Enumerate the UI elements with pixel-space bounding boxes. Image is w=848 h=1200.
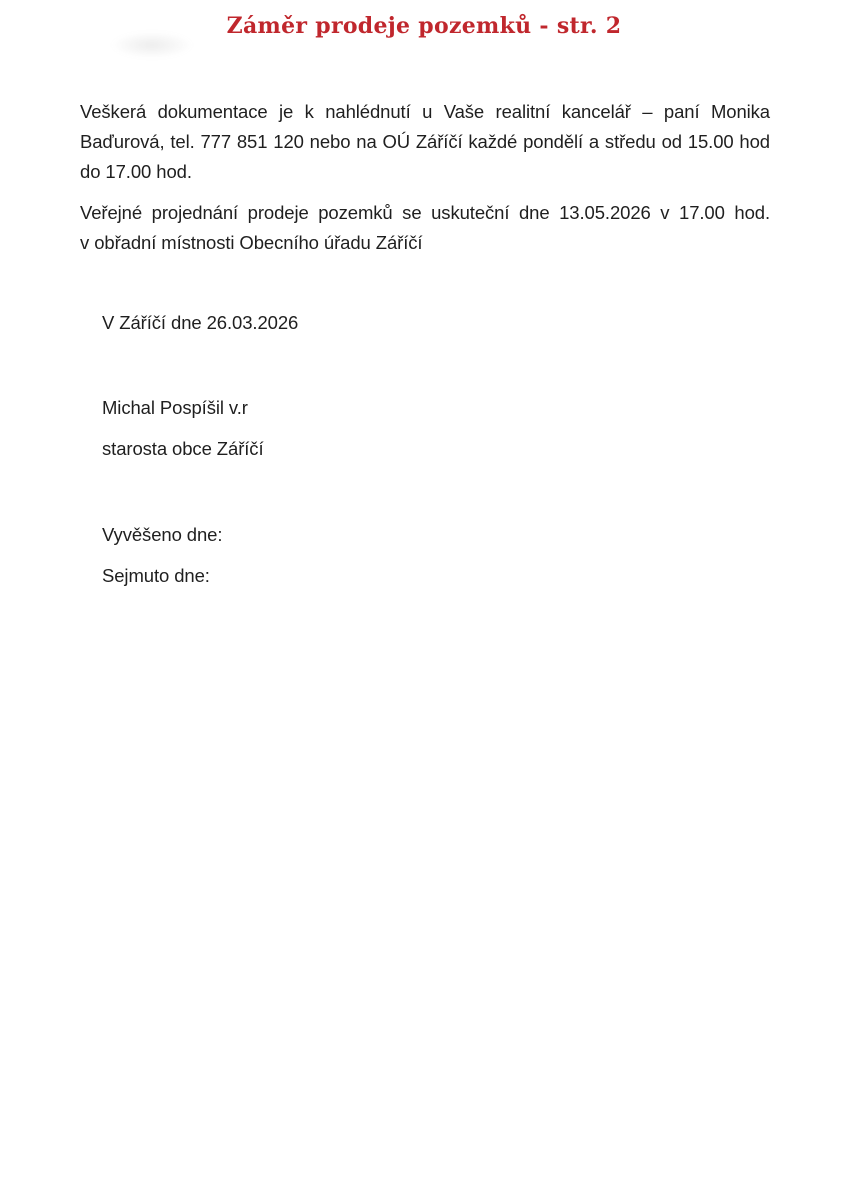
paragraph-line: Baďurová, tel. 777 851 120 nebo na OÚ Záříčí každé pondělí a středu od 15.00 hod xyxy=(80,131,770,152)
paragraph-line: do 17.00 hod. xyxy=(80,161,192,182)
paragraph-public-hearing xyxy=(80,198,770,258)
paragraph-contact-info xyxy=(80,97,770,187)
posted-date-label: Vyvěšeno dne: xyxy=(102,524,223,545)
document-title: Záměr prodeje pozemků - str. 2 xyxy=(226,13,622,39)
paragraph-line: Veškerá dokumentace je k nahlédnutí u Vaše realitní kancelář – paní Monika xyxy=(80,101,770,122)
paragraph-line: v obřadní místnosti Obecního úřadu Záříčí xyxy=(80,232,423,253)
place-date-line: V Záříčí dne 26.03.2026 xyxy=(102,312,299,333)
signatory-name: Michal Pospíšil v.r xyxy=(102,397,248,418)
removed-date-label: Sejmuto dne: xyxy=(102,565,210,586)
signatory-role: starosta obce Záříčí xyxy=(102,438,264,459)
paragraph-line: Veřejné projednání prodeje pozemků se uskuteční dne 13.05.2026 v 17.00 hod. xyxy=(80,202,770,223)
